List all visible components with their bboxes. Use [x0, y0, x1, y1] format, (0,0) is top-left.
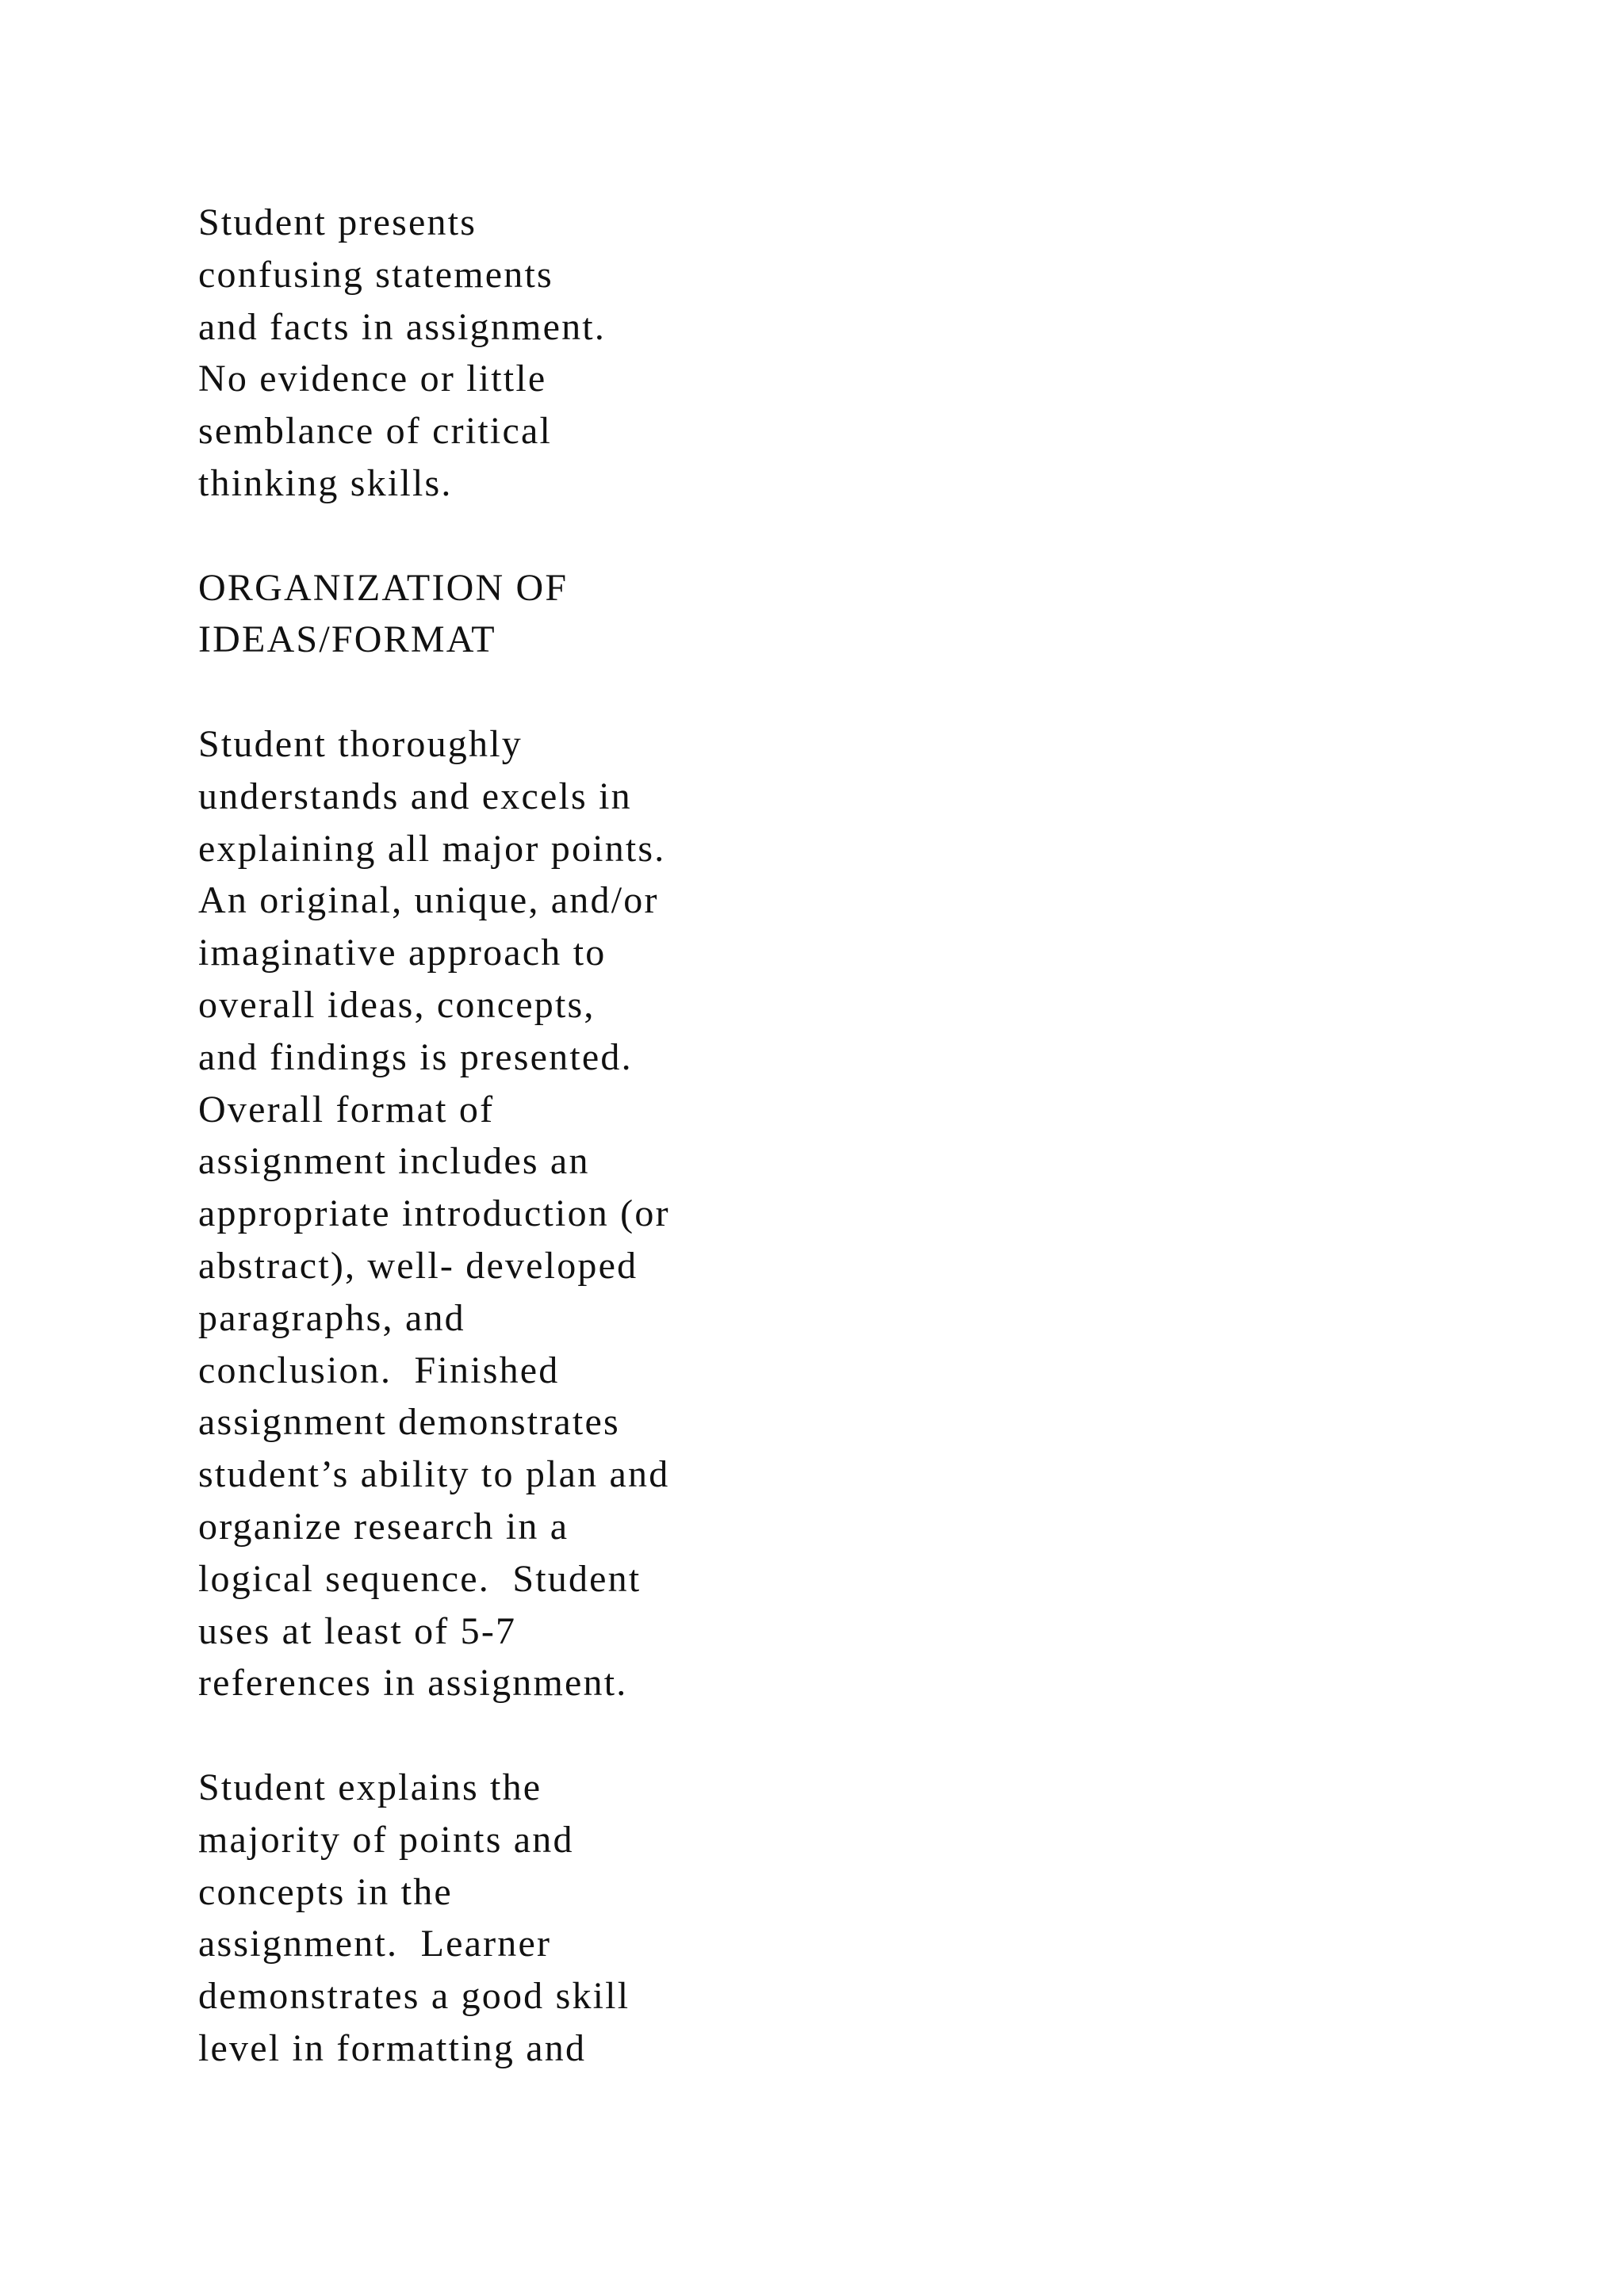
text-line: and facts in assignment.: [198, 305, 607, 348]
text-line: IDEAS/FORMAT: [198, 618, 496, 661]
blank-line: [198, 510, 991, 562]
text-line: Student explains the: [198, 1766, 542, 1808]
text-line: thinking skills.: [198, 461, 453, 504]
text-line: abstract), well- developed: [198, 1244, 638, 1287]
text-line: concepts in the: [198, 1870, 453, 1913]
text-line: logical sequence. Student: [198, 1557, 642, 1600]
text-line: assignment includes an: [198, 1140, 590, 1183]
text-line: imaginative approach to: [198, 932, 607, 974]
text-line: demonstrates a good skill: [198, 1975, 630, 2018]
text-line: ORGANIZATION OF: [198, 566, 569, 609]
blank-line: [198, 666, 991, 718]
text-line: understands and excels in: [198, 775, 632, 817]
text-line: confusing statements: [198, 253, 553, 296]
text-line: references in assignment.: [198, 1662, 628, 1705]
text-line: uses at least of 5-7: [198, 1609, 517, 1652]
text-line: semblance of critical: [198, 410, 552, 453]
blank-line: [198, 1709, 991, 1762]
text-line: No evidence or little: [198, 358, 547, 400]
text-line: appropriate introduction (or: [198, 1192, 670, 1235]
text-line: explaining all major points.: [198, 827, 666, 870]
text-line: paragraphs, and: [198, 1296, 465, 1339]
text-line: level in formatting and: [198, 2026, 587, 2069]
text-line: Student presents: [198, 201, 477, 243]
text-line: and findings is presented.: [198, 1035, 633, 1078]
text-line: conclusion. Finished: [198, 1349, 560, 1391]
text-line: Student thoroughly: [198, 722, 523, 765]
text-line: organize research in a: [198, 1505, 569, 1548]
text-line: An original, unique, and/or: [198, 879, 659, 922]
text-line: assignment. Learner: [198, 1923, 552, 1965]
text-line: student’s ability to plan and: [198, 1453, 670, 1496]
text-line: overall ideas, concepts,: [198, 983, 596, 1026]
text-line: Overall format of: [198, 1088, 495, 1131]
text-line: majority of points and: [198, 1818, 574, 1861]
text-line: assignment demonstrates: [198, 1401, 620, 1444]
document-text: [198, 197, 991, 2075]
